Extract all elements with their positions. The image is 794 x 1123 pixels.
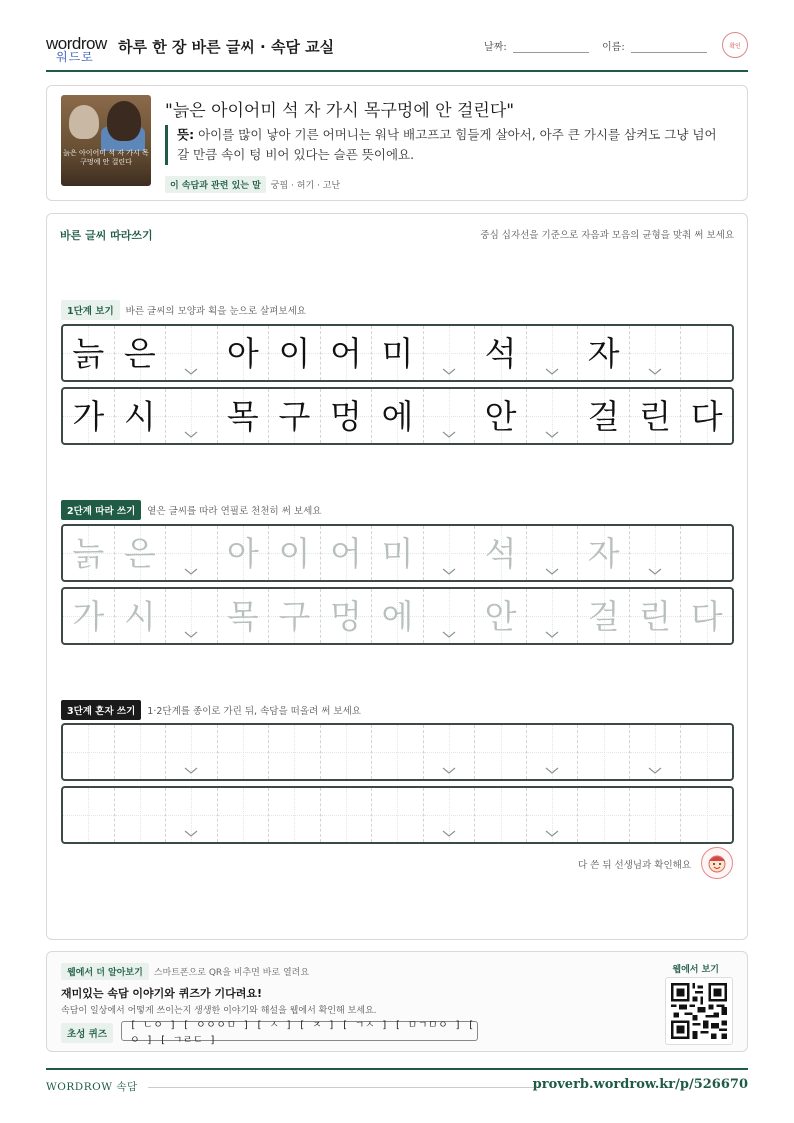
web-tag bbox=[61, 963, 309, 980]
grid-cell bbox=[218, 389, 270, 443]
name-field[interactable] bbox=[602, 38, 707, 53]
proverb-meaning bbox=[165, 125, 725, 165]
grid-char: 석 bbox=[484, 333, 517, 373]
page-footer bbox=[46, 1068, 748, 1093]
stage-3-badge: 3단계 혼자 쓰기 bbox=[61, 700, 141, 720]
grid-char: 린 bbox=[639, 596, 672, 636]
footer-divider bbox=[148, 1087, 538, 1088]
stage-2-row-1[interactable] bbox=[61, 524, 734, 582]
proverb-illustration bbox=[61, 95, 151, 186]
grid-cell[interactable] bbox=[372, 725, 424, 779]
grid-cell[interactable] bbox=[630, 725, 682, 779]
grid-cell[interactable] bbox=[681, 725, 732, 779]
grid-cell[interactable] bbox=[475, 526, 527, 580]
grid-cell[interactable] bbox=[424, 788, 476, 842]
space-mark-icon bbox=[184, 431, 198, 439]
space-mark-icon bbox=[442, 767, 456, 775]
grid-cell[interactable] bbox=[321, 788, 373, 842]
grid-cell[interactable] bbox=[63, 589, 115, 643]
grid-cell[interactable] bbox=[166, 589, 218, 643]
proverb-card bbox=[46, 85, 748, 201]
grid-char: 자 bbox=[587, 333, 620, 373]
grid-cell bbox=[527, 389, 579, 443]
grid-cell[interactable] bbox=[527, 725, 579, 779]
grid-char: 구 bbox=[278, 596, 311, 636]
practice-title: 바른 글씨 따라쓰기 bbox=[60, 229, 153, 242]
grid-cell[interactable] bbox=[424, 589, 476, 643]
space-mark-icon bbox=[184, 368, 198, 376]
grid-char: 멍 bbox=[329, 396, 362, 436]
grid-cell[interactable] bbox=[218, 526, 270, 580]
space-mark-icon bbox=[545, 368, 559, 376]
grid-cell bbox=[166, 389, 218, 443]
grid-cell[interactable] bbox=[166, 725, 218, 779]
grid-cell[interactable] bbox=[269, 589, 321, 643]
grid-cell[interactable] bbox=[166, 788, 218, 842]
space-mark-icon bbox=[545, 568, 559, 576]
web-desc: 속담이 일상에서 어떻게 쓰이는지 생생한 이야기와 해설을 웹에서 확인해 보세요. bbox=[61, 1006, 377, 1016]
grid-cell[interactable] bbox=[321, 589, 373, 643]
footer-brand: WORDROW 속담 bbox=[46, 1081, 138, 1093]
space-mark-icon bbox=[545, 830, 559, 838]
grid-cell[interactable] bbox=[527, 788, 579, 842]
grid-cell[interactable] bbox=[372, 526, 424, 580]
grid-cell bbox=[218, 326, 270, 380]
grid-cell bbox=[166, 326, 218, 380]
grid-char: 석 bbox=[484, 533, 517, 573]
space-mark-icon bbox=[648, 568, 662, 576]
grid-cell[interactable] bbox=[269, 526, 321, 580]
grid-cell[interactable] bbox=[475, 589, 527, 643]
stage-1-row-2 bbox=[61, 387, 734, 445]
grid-cell[interactable] bbox=[578, 725, 630, 779]
grid-cell bbox=[269, 389, 321, 443]
practice-hint: 중심 십자선을 기준으로 자음과 모음의 균형을 맞춰 써 보세요 bbox=[480, 230, 734, 241]
grid-cell bbox=[321, 389, 373, 443]
grid-cell[interactable] bbox=[218, 788, 270, 842]
grid-cell bbox=[269, 326, 321, 380]
grid-cell bbox=[630, 389, 682, 443]
grid-cell[interactable] bbox=[681, 589, 732, 643]
grid-char: 린 bbox=[639, 396, 672, 436]
grid-char: 아 bbox=[226, 533, 259, 573]
grid-char: 에 bbox=[381, 596, 414, 636]
stage-3-desc: 1·2단계를 종이로 가린 뒤, 속담을 떠올려 써 보세요 bbox=[147, 706, 361, 717]
grid-cell bbox=[475, 389, 527, 443]
qr-label: 웹에서 보기 bbox=[672, 965, 719, 975]
grid-cell bbox=[372, 389, 424, 443]
grid-cell bbox=[475, 326, 527, 380]
footer-url[interactable]: proverb.wordrow.kr/p/526670 bbox=[532, 1077, 748, 1092]
grid-cell[interactable] bbox=[115, 589, 167, 643]
grid-char: 시 bbox=[123, 596, 156, 636]
stage-1-badge: 1단계 보기 bbox=[61, 300, 120, 320]
grid-char: 미 bbox=[381, 533, 414, 573]
illustration-caption: 늙은 아이어미 석 자 가시 목구멍에 안 걸린다 bbox=[63, 149, 149, 166]
grid-cell[interactable] bbox=[630, 526, 682, 580]
grid-cell bbox=[424, 326, 476, 380]
stage-3-row-2[interactable] bbox=[61, 786, 734, 844]
grid-cell[interactable] bbox=[681, 788, 732, 842]
girl-figure bbox=[107, 101, 141, 141]
teacher-stamp-icon bbox=[701, 847, 733, 879]
grid-char: 아 bbox=[226, 333, 259, 373]
space-mark-icon bbox=[184, 830, 198, 838]
grid-char: 안 bbox=[484, 396, 517, 436]
grid-char: 걸 bbox=[587, 596, 620, 636]
grid-cell bbox=[578, 326, 630, 380]
stage-2-badge: 2단계 따라 쓰기 bbox=[61, 500, 141, 520]
grid-char: 목 bbox=[226, 596, 259, 636]
space-mark-icon bbox=[442, 368, 456, 376]
grid-char: 이 bbox=[278, 533, 311, 573]
space-mark-icon bbox=[648, 368, 662, 376]
grid-cell[interactable] bbox=[63, 526, 115, 580]
grid-cell bbox=[115, 326, 167, 380]
grid-cell bbox=[681, 389, 732, 443]
grid-char: 늙 bbox=[72, 533, 105, 573]
grid-cell[interactable] bbox=[578, 788, 630, 842]
grid-cell[interactable] bbox=[424, 725, 476, 779]
stage-2-desc: 옅은 글씨를 따라 연필로 천천히 써 보세요 bbox=[147, 506, 322, 517]
grid-cell[interactable] bbox=[527, 589, 579, 643]
grid-cell[interactable] bbox=[166, 526, 218, 580]
grid-char: 다 bbox=[690, 596, 723, 636]
grid-cell[interactable] bbox=[372, 589, 424, 643]
meaning-text: 아이를 많이 낳아 기른 어머니는 워낙 배고프고 힘들게 살아서, 아주 큰 가시를 삼켜도 그냥 넘어갈 만큼 속이 텅 비어 있다는 슬픈 뜻이에요. bbox=[177, 127, 717, 162]
grid-cell[interactable] bbox=[578, 589, 630, 643]
grid-char: 가 bbox=[72, 596, 105, 636]
grid-cell[interactable] bbox=[681, 526, 732, 580]
grid-cell bbox=[321, 326, 373, 380]
grid-cell[interactable] bbox=[269, 788, 321, 842]
grid-char: 자 bbox=[587, 533, 620, 573]
grid-cell bbox=[681, 326, 732, 380]
space-mark-icon bbox=[184, 631, 198, 639]
stage-3-header bbox=[61, 700, 361, 720]
chosung-quiz: [ ㄴㅇ ] [ ㅇㅇㅇㅁ ] [ ㅅ ] [ ㅈ ] [ ㄱㅅ ] [ ㅁㄱㅁㅇ ] [ ㅇ ] [ ㄱㄹㄷ ] bbox=[121, 1021, 478, 1041]
space-mark-icon bbox=[442, 631, 456, 639]
space-mark-icon bbox=[442, 431, 456, 439]
web-headline: 재미있는 속담 이야기와 퀴즈가 기다려요! bbox=[61, 987, 262, 1000]
name-label: 이름: bbox=[602, 42, 625, 53]
grid-cell[interactable] bbox=[630, 788, 682, 842]
practice-section bbox=[46, 213, 748, 940]
grid-char: 걸 bbox=[587, 396, 620, 436]
grid-char: 시 bbox=[123, 396, 156, 436]
stamp-label: 확인 bbox=[729, 42, 741, 50]
grid-char: 은 bbox=[123, 533, 156, 573]
grid-cell bbox=[63, 389, 115, 443]
grid-cell[interactable] bbox=[115, 788, 167, 842]
grid-cell[interactable] bbox=[424, 526, 476, 580]
grid-char: 미 bbox=[381, 333, 414, 373]
grid-cell bbox=[424, 389, 476, 443]
space-mark-icon bbox=[545, 767, 559, 775]
grid-cell bbox=[115, 389, 167, 443]
grid-char: 은 bbox=[123, 333, 156, 373]
date-label: 날짜: bbox=[484, 42, 507, 53]
grid-char: 안 bbox=[484, 596, 517, 636]
smile-icon bbox=[704, 850, 730, 876]
stage-1-desc: 바른 글씨의 모양과 획을 눈으로 살펴보세요 bbox=[125, 306, 306, 317]
space-mark-icon bbox=[442, 830, 456, 838]
space-mark-icon bbox=[442, 568, 456, 576]
related-list: 궁핍 · 허기 · 고난 bbox=[270, 181, 341, 191]
grandmother-figure bbox=[69, 105, 99, 139]
grid-cell[interactable] bbox=[218, 725, 270, 779]
stage-1-header bbox=[61, 300, 306, 320]
date-line bbox=[513, 43, 589, 53]
grid-char: 다 bbox=[690, 396, 723, 436]
space-mark-icon bbox=[184, 767, 198, 775]
grid-char: 어 bbox=[329, 333, 362, 373]
web-tag-desc: 스마트폰으로 QR을 비추면 바로 열려요 bbox=[153, 968, 310, 978]
proverb-title: "늙은 아이어미 석 자 가시 목구멍에 안 걸린다" bbox=[165, 101, 515, 121]
meaning-label: 뜻: bbox=[177, 127, 195, 142]
grid-cell[interactable] bbox=[218, 589, 270, 643]
qr-code-icon bbox=[671, 983, 727, 1039]
grid-cell[interactable] bbox=[63, 788, 115, 842]
space-mark-icon bbox=[648, 767, 662, 775]
space-mark-icon bbox=[545, 431, 559, 439]
name-line bbox=[631, 43, 707, 53]
grid-cell[interactable] bbox=[115, 526, 167, 580]
confirm-stamp-icon bbox=[722, 32, 748, 58]
grid-char: 목 bbox=[226, 396, 259, 436]
grid-char: 늙 bbox=[72, 333, 105, 373]
web-section bbox=[46, 951, 748, 1052]
quiz-label: 초성 퀴즈 bbox=[61, 1023, 113, 1043]
grid-cell[interactable] bbox=[115, 725, 167, 779]
stage-2-header bbox=[61, 500, 321, 520]
grid-cell[interactable] bbox=[269, 725, 321, 779]
logo-text: wordrow bbox=[46, 34, 107, 53]
grid-cell[interactable] bbox=[321, 725, 373, 779]
page-header bbox=[46, 30, 748, 72]
grid-cell bbox=[63, 326, 115, 380]
grid-char: 멍 bbox=[329, 596, 362, 636]
page-title: 하루 한 장 바른 글씨 · 속담 교실 bbox=[118, 38, 335, 56]
date-field[interactable] bbox=[484, 38, 589, 53]
grid-cell[interactable] bbox=[578, 526, 630, 580]
qr-code[interactable] bbox=[665, 977, 733, 1045]
stage-1-row-1 bbox=[61, 324, 734, 382]
grid-cell bbox=[372, 326, 424, 380]
space-mark-icon bbox=[184, 568, 198, 576]
grid-cell[interactable] bbox=[475, 725, 527, 779]
stage-2-row-2[interactable] bbox=[61, 587, 734, 645]
grid-cell[interactable] bbox=[475, 788, 527, 842]
stage-3-row-1[interactable] bbox=[61, 723, 734, 781]
grid-char: 어 bbox=[329, 533, 362, 573]
grid-cell[interactable] bbox=[527, 526, 579, 580]
logo bbox=[46, 34, 107, 64]
space-mark-icon bbox=[545, 631, 559, 639]
logo-sub: 워드로 bbox=[56, 50, 94, 64]
grid-char: 에 bbox=[381, 396, 414, 436]
grid-cell[interactable] bbox=[372, 788, 424, 842]
grid-cell[interactable] bbox=[321, 526, 373, 580]
grid-cell bbox=[527, 326, 579, 380]
grid-char: 가 bbox=[72, 396, 105, 436]
grid-char: 구 bbox=[278, 396, 311, 436]
grid-char: 이 bbox=[278, 333, 311, 373]
related-words bbox=[165, 176, 340, 193]
related-tag: 이 속담과 관련 있는 말 bbox=[165, 176, 266, 193]
grid-cell bbox=[630, 326, 682, 380]
grid-cell[interactable] bbox=[630, 589, 682, 643]
check-note: 다 쓴 뒤 선생님과 확인해요 bbox=[577, 860, 691, 871]
grid-cell[interactable] bbox=[63, 725, 115, 779]
web-tag-label: 웹에서 더 알아보기 bbox=[61, 963, 149, 980]
grid-cell bbox=[578, 389, 630, 443]
